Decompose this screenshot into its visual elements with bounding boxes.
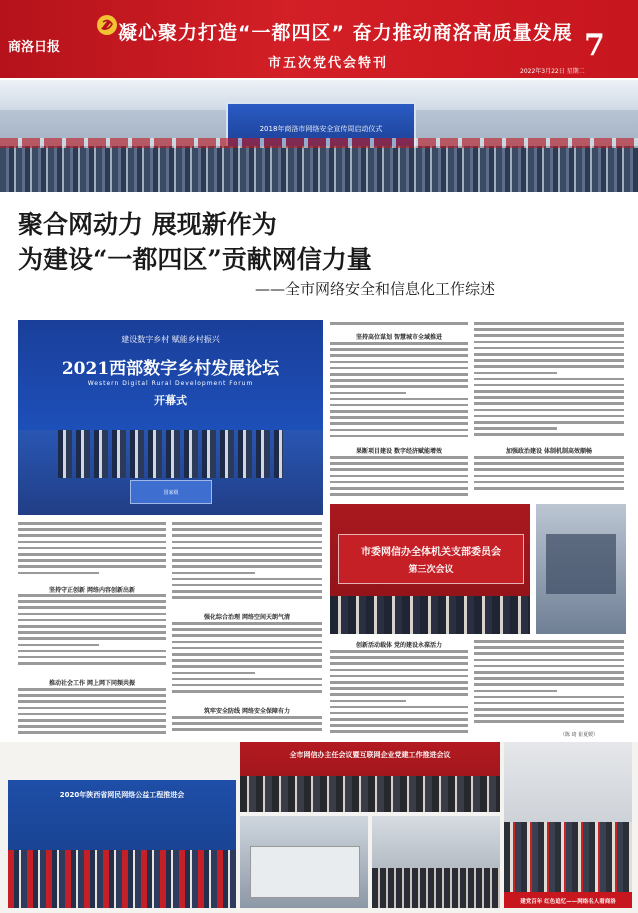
- body-text-col4-a: [474, 322, 624, 442]
- meeting-audience: [330, 596, 530, 634]
- body-text-col2-c: [172, 716, 322, 740]
- podium-label: 国家级: [163, 490, 179, 496]
- forum-ceremony: 开幕式: [154, 394, 187, 407]
- bottom-right-photo: [504, 742, 632, 908]
- newspaper-logo: [8, 36, 90, 68]
- page-number: 7: [584, 28, 605, 63]
- bottom-mid-photo: [240, 816, 368, 908]
- side-photo-figure: [546, 534, 616, 594]
- body-text-col1-b: [18, 594, 166, 674]
- forum-photo: [18, 320, 323, 515]
- bottom-right-banner: [504, 892, 632, 908]
- meeting-subtitle: 第三次会议: [408, 565, 454, 575]
- banner-title: 凝心聚力打造“一都四区” 奋力推动商洛高质量发展: [118, 22, 573, 44]
- forum-title: 2021西部数字乡村发展论坛: [61, 359, 280, 379]
- body-text-col1-a: [18, 522, 166, 582]
- stage-screen-text: 2018年商洛市网络安全宣传周启动仪式: [259, 125, 383, 133]
- logo-text: 商洛日报: [8, 40, 61, 55]
- section-heading-4: 坚持高位谋划 智慧城市全域推进: [355, 334, 443, 341]
- banner-subtitle: 市五次党代会特刊: [268, 56, 389, 71]
- body-text-col3-a: [330, 342, 468, 442]
- section-heading-7: 创新活动载体 党的建设永葆活力: [355, 642, 443, 649]
- party-emblem-icon: [96, 14, 118, 36]
- bottom-mid2-photo: [372, 816, 500, 908]
- bottom-left-title: 2020年陕西省网民网络公益工程推进会: [59, 791, 185, 799]
- side-photo: [536, 504, 626, 634]
- forum-title-en: Western Digital Rural Development Forum: [87, 380, 254, 387]
- hero-photo-launch-ceremony: [0, 80, 638, 192]
- bottom-center-photo: [240, 742, 500, 812]
- section-heading-2: 推动社会工作 网上网下同频共振: [48, 680, 136, 687]
- body-text-col2-a: [172, 522, 322, 607]
- masthead-banner: [0, 0, 638, 78]
- meeting-title: 市委网信办全体机关支部委员会: [361, 547, 501, 558]
- bottom-left-crowd: [8, 850, 236, 908]
- guests-row: [58, 430, 283, 478]
- meeting-photo: [330, 504, 530, 634]
- bottom-mid2-people: [372, 868, 500, 908]
- meeting-screen: [338, 534, 524, 584]
- audience: [0, 146, 638, 192]
- bottom-right-group: [504, 822, 632, 892]
- bottom-mid-screen: [250, 846, 360, 898]
- issue-date: 2022年3月22日 星期二: [520, 68, 585, 75]
- podium: [130, 480, 212, 504]
- caption-top: [330, 322, 468, 328]
- headline-line-2: 为建设“一都四区”贡献网信力量: [18, 245, 372, 274]
- bottom-right-banner-text: 建党百年 红色追忆——网络名人看商洛: [520, 899, 616, 905]
- bottom-center-title: 全市网信办主任会议暨互联网企业党建工作推进会议: [289, 751, 451, 759]
- section-heading-5: 筑牢安全防线 网络安全保障有力: [203, 708, 291, 715]
- section-heading-3: 强化综合治理 网络空间天朗气清: [203, 614, 291, 621]
- bottom-left-photo: [8, 780, 236, 908]
- headline-subline: ——全市网络安全和信息化工作综述: [255, 280, 496, 298]
- section-heading-6: 果断项目建设 数字经济赋能增效: [355, 448, 443, 455]
- body-text-col4-c: [474, 640, 624, 728]
- author-credit: （陈 琦 崔夏媛）: [560, 732, 599, 738]
- bottom-photo-strip: [0, 742, 638, 913]
- bottom-center-crowd: [240, 776, 500, 812]
- headline-line-1: 聚合网动力 展现新作为: [18, 210, 277, 239]
- body-text-col3-c: [330, 650, 468, 738]
- body-text-col3-b: [330, 456, 468, 500]
- body-text-col2-b: [172, 622, 322, 702]
- section-heading-1: 坚持守正创新 网络内容创新出新: [48, 587, 136, 594]
- body-text-col1-c: [18, 688, 166, 740]
- section-heading-8: 加强政治建设 体制机制高效顺畅: [505, 448, 593, 455]
- forum-slogan: 建设数字乡村 赋能乡村振兴: [121, 335, 220, 344]
- body-text-col4-b: [474, 456, 624, 496]
- banner-row: [0, 138, 638, 148]
